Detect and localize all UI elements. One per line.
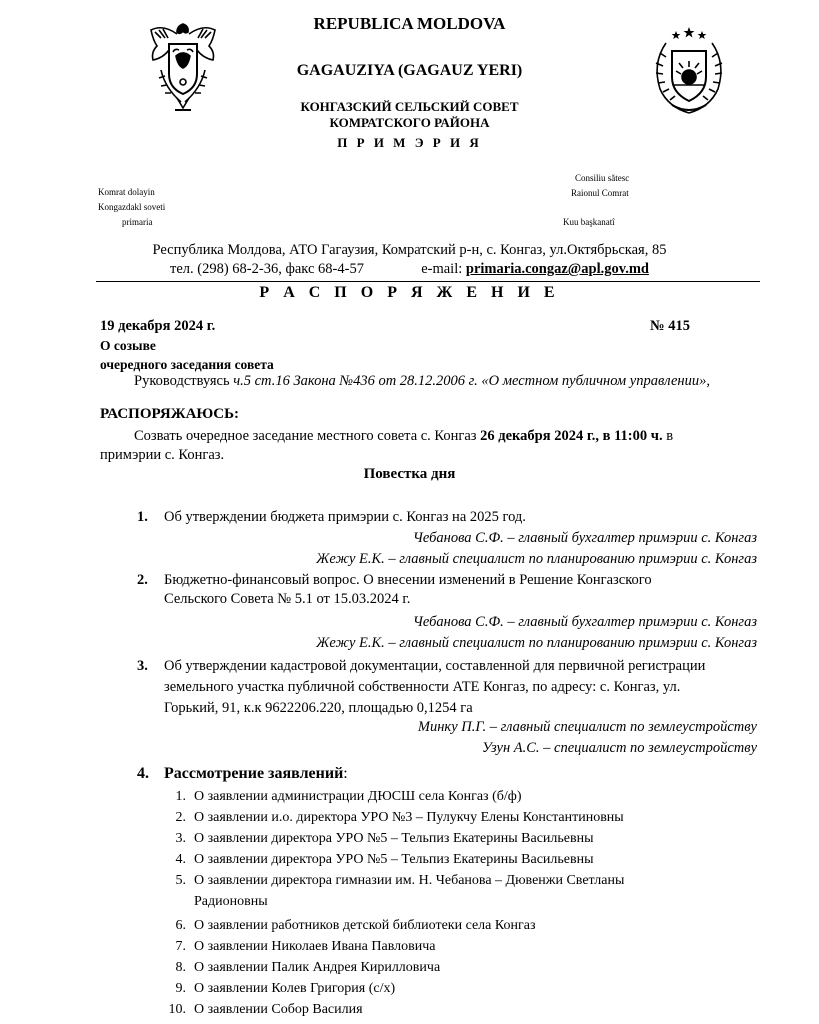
moldova-coat-of-arms-icon xyxy=(143,18,223,118)
header-primaria: П Р И М Э Р И Я xyxy=(337,135,482,150)
subject-line-2: очередного заседания совета xyxy=(100,357,274,372)
basis-paragraph xyxy=(100,372,720,391)
convene-tail: в xyxy=(662,428,674,444)
basis-law: ч.5 ст.16 Закона №436 от 28.12.2006 г. «О местном публичном управлении», xyxy=(233,373,710,389)
document-title: Р А С П О Р Я Ж Е Н И Е xyxy=(259,284,560,301)
application-item xyxy=(164,957,764,978)
application-item xyxy=(164,999,764,1020)
council-line-2: КОМРАТСКОГО РАЙОНА xyxy=(329,115,490,130)
agenda-item-3-text-2: земельного участка публичной собственности АТЕ Конгаз, по адресу: с. Конгаз, ул. xyxy=(164,679,681,695)
left-caption-line-3: primaria xyxy=(122,217,153,227)
phone-fax: тел. (298) 68-2-36, факс 68-4-57 xyxy=(170,261,364,277)
agenda-title: Повестка дня xyxy=(363,466,456,482)
application-item xyxy=(164,870,764,891)
agenda-item-4-colon: : xyxy=(343,765,348,782)
application-text: О заявлении Колев Григория (с/х) xyxy=(194,981,396,996)
agenda-item-2-speaker-1: Чебанова С.Ф. – главный бухгалтер примэрии с. Конгаз xyxy=(412,614,757,630)
application-item xyxy=(164,828,764,849)
gagauzia-emblem-icon xyxy=(646,25,732,119)
application-text: О заявлении и.о. директора УРО №3 – Пулукчу Елены Константиновны xyxy=(194,810,624,825)
application-text-continued: Радионовны xyxy=(194,894,268,909)
basis-prefix: Руководствуясь xyxy=(134,373,234,389)
agenda-item-4 xyxy=(137,763,348,785)
convene-line-1 xyxy=(100,427,780,446)
agenda-item-1-text: Об утверждении бюджета примэрии с. Конгаз на 2025 год. xyxy=(164,509,526,525)
document-number: № 415 xyxy=(650,318,690,334)
subject xyxy=(100,336,274,374)
application-number: 5. xyxy=(175,873,186,888)
agenda-item-1-number: 1. xyxy=(137,509,148,525)
email-label: e-mail: xyxy=(421,261,463,277)
application-number: 9. xyxy=(175,981,186,996)
agenda-item-3 xyxy=(137,656,705,719)
agenda-item-2-speaker-2: Жежу Е.К. – главный специалист по планированию примэрии с. Конгаз xyxy=(316,635,757,651)
agenda-item-1 xyxy=(137,508,526,527)
header-region: GAGAUZIYA (GAGAUZ YERI) xyxy=(296,62,523,79)
agenda-item-3-number: 3. xyxy=(137,658,148,674)
agenda-item-4-title: Рассмотрение заявлений xyxy=(164,765,344,782)
application-number: 1. xyxy=(175,789,186,804)
convene-text: Созвать очередное заседание местного совета с. Конгаз xyxy=(134,428,481,444)
convene-line-2: примэрии с. Конгаз. xyxy=(100,447,225,463)
address-block xyxy=(0,241,819,279)
right-caption xyxy=(563,171,630,230)
application-item xyxy=(164,978,764,999)
application-number: 2. xyxy=(175,810,186,825)
application-text: О заявлении директора гимназии им. Н. Чебанова – Дювенжи Светланы xyxy=(194,873,625,888)
agenda-item-4-number: 4. xyxy=(137,765,149,782)
left-caption xyxy=(98,185,165,230)
agenda-item-1-speaker-1: Чебанова С.Ф. – главный бухгалтер примэрии с. Конгаз xyxy=(412,530,757,546)
subject-line-1: О созыве xyxy=(100,338,156,353)
order-word: РАСПОРЯЖАЮСЬ: xyxy=(100,406,240,422)
address-line: Республика Молдова, АТО Гагаузия, Комратский р-н, с. Конгаз, ул.Октябрьская, 85 xyxy=(152,242,667,258)
agenda-item-3-speaker-2: Узун А.С. – специалист по землеустройству xyxy=(481,740,757,756)
application-item xyxy=(164,936,764,957)
email-link[interactable]: primaria.congaz@apl.gov.md xyxy=(465,261,649,277)
document-date: 19 декабря 2024 г. xyxy=(100,318,216,334)
council-line-1: КОНГАЗСКИЙ СЕЛЬСКИЙ СОВЕТ xyxy=(300,99,519,114)
right-caption-line-2: Raionul Comrat xyxy=(571,188,629,198)
application-text: О заявлении Палик Андрея Кирилловича xyxy=(194,960,441,975)
application-number: 6. xyxy=(175,918,186,933)
application-text: О заявлении Собор Василия xyxy=(194,1002,363,1017)
application-text: О заявлении директора УРО №5 – Тельпиз Екатерины Васильевны xyxy=(194,852,594,867)
application-item xyxy=(164,786,764,807)
applications-list xyxy=(164,786,764,1020)
application-number: 8. xyxy=(175,960,186,975)
agenda-item-1-speaker-2: Жежу Е.К. – главный специалист по планированию примэрии с. Конгаз xyxy=(316,551,757,567)
convene-paragraph xyxy=(100,427,780,465)
convene-datetime: 26 декабря 2024 г., в 11:00 ч. xyxy=(480,428,663,444)
header-country: REPUBLICA MOLDOVA xyxy=(313,14,506,33)
agenda-item-3-text-3: Горький, 91, к.к 9622206.220, площадью 0,1254 га xyxy=(164,700,473,716)
left-caption-line-1: Komrat dolayin xyxy=(98,187,155,197)
contact-line xyxy=(0,260,819,279)
agenda-item-2-text-1: Бюджетно-финансовый вопрос. О внесении изменений в Решение Конгазского xyxy=(164,572,652,588)
application-text: О заявлении работников детской библиотеки села Конгаз xyxy=(194,918,536,933)
application-item xyxy=(164,915,764,936)
agenda-item-2-number: 2. xyxy=(137,572,148,588)
application-item xyxy=(164,807,764,828)
application-number: 4. xyxy=(175,852,186,867)
agenda-item-2 xyxy=(137,571,652,609)
right-caption-line-3: Kuu başkanatî xyxy=(563,217,615,227)
header-divider xyxy=(96,281,760,282)
application-number: 10. xyxy=(168,1002,186,1017)
right-caption-line-1: Consiliu sătesc xyxy=(575,173,630,183)
agenda-item-2-text-2: Сельского Совета № 5.1 от 15.03.2024 г. xyxy=(164,591,411,607)
application-number: 7. xyxy=(175,939,186,954)
application-number: 3. xyxy=(175,831,186,846)
left-caption-line-2: Kongazdakl soveti xyxy=(98,202,166,212)
application-text: О заявлении Николаев Ивана Павловича xyxy=(194,939,436,954)
agenda-item-3-speaker-1: Минку П.Г. – главный специалист по землеустройству xyxy=(417,719,757,735)
application-item xyxy=(164,849,764,870)
application-text: О заявлении администрации ДЮСШ села Конгаз (б/ф) xyxy=(194,789,522,804)
agenda-item-3-text-1: Об утверждении кадастровой документации, составленной для первичной регистрации xyxy=(164,658,706,674)
application-text: О заявлении директора УРО №5 – Тельпиз Екатерины Васильевны xyxy=(194,831,594,846)
